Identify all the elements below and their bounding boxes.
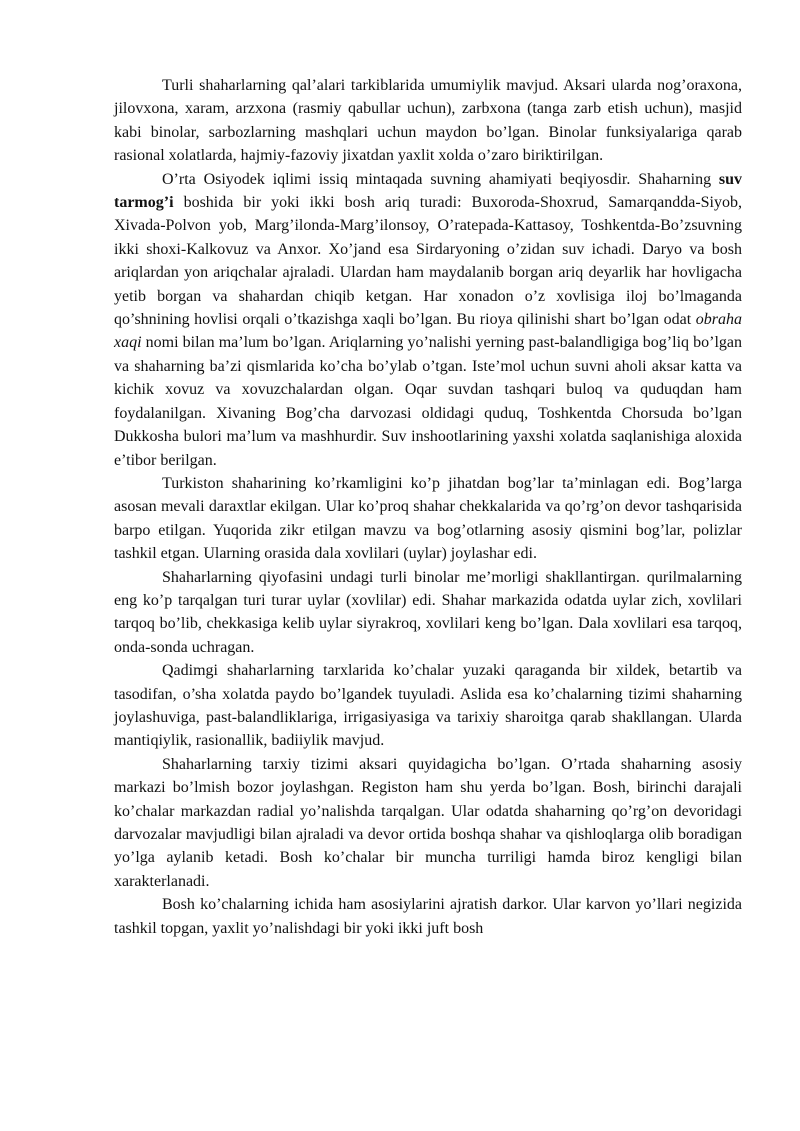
paragraph-boglar <box>114 472 742 566</box>
text-run: Turli shaharlarning qal’alari tarkiblarida umumiylik mavjud. Aksari ularda nog’oraxona, jilovxona, xaram, arzxona (rasmiy qabullar uchun), zarbxona (tanga zarb etish uchun), masjid kabi binolar, sarbozlarning mashqlari uchun maydon bo’lgan. Binolar funksiyalariga qarab rasional xolatlarda, hajmiy-fazoviy jixatdan yaxlit xolda o’zaro biriktirilgan. <box>114 77 742 165</box>
paragraph-qiyofa <box>114 566 742 660</box>
text-run: Turkiston shaharining ko’rkamligini ko’p jihatdan bog’lar ta’minlagan edi. Bog’larga asosan mevali daraxtlar ekilgan. Ular ko’proq shahar chekkalarida va qo’rg’on devor tashqarisida barpo etilgan. Yuqorida zikr etilgan mavzu va bog’otlarning asosiy qismini bog’lar, polizlar tashkil etgan. Ularning orasida dala xovlilari (uylar) joylashar edi. <box>114 474 742 563</box>
paragraph-qalalar <box>114 74 742 168</box>
paragraph-bosh-kochalar <box>114 893 742 940</box>
paragraph-tarxlar <box>114 659 742 753</box>
italic-term: obraha xaqi <box>114 311 742 352</box>
text-run: nomi bilan ma’lum bo’lgan. Ariqlarning yo’nalishi yerning past-balandligiga bog’liq bo’lgan va shaharning ba’zi qismlarida ko’cha bo’ylab o’tgan. Iste’mol uchun suvni aholi aksar katta va kichik xovuz va xovuzchalardan olgan. Oqar suvdan tashqari buloq va quduqdan ham foydalanilgan. Xivaning Bog’cha darvozasi oldidagi quduq, Toshkentda Chorsuda bo’lgan Dukkosha bulori ma’lum va mashhurdir. Suv inshootlarining yaxshi xolatda saqlanishiga aloxida e’tibor berilgan. <box>114 334 742 469</box>
paragraph-tarxiy-tizim <box>114 753 742 893</box>
text-run: Shaharlarning tarxiy tizimi aksari quyidagicha bo’lgan. O’rtada shaharning asosiy markazi bo’lmish bozor joylashgan. Registon ham shu yerda bo’lgan. Bosh, birinchi darajali ko’chalar markazdan radial yo’nalishda tarqalgan. Ular odatda shaharning qo’rg’on devoridagi darvozalar mavjudligi bilan ajraladi va devor ortida boshqa shahar va qishloqlarga olib boradigan yo’lga aylanib ketadi. Bosh ko’chalar bir muncha turriligi hamda biroz kengligi bilan xarakterlanadi. <box>114 755 742 890</box>
text-run: Bosh ko’chalarning ichida ham asosiylarini ajratish darkor. Ular karvon yo’llari negizida tashkil topgan, yaxlit yo’nalishdagi bir yoki ikki juft bosh <box>114 896 742 937</box>
text-run: boshida bir yoki ikki bosh ariq turadi: Buxoroda-Shoxrud, Samarqandda-Siyob, Xivada-Polvon yob, Marg’ilonda-Marg’ilonsoy, O’ratepada-Kattasoy, Toshkentda-Bo’zsuvning ikki shoxi-Kalkovuz va Anxor. Xo’jand esa Sirdaryoning o’zidan suv ichadi. Daryo va bosh ariqlardan yon ariqchalar ajraladi. Ulardan ham maydalanib borgan ariq deyarlik har hovligacha yetib borgan va shahardan chiqib ketgan. Har xonadon o’z xovlisiga iloj bo’lmaganda qo’shnining hovlisi orqali o’tkazishga xaqli bo’lgan. Bu rioya qilinishi shart bo’lgan odat <box>114 194 742 329</box>
text-run: Qadimgi shaharlarning tarxlarida ko’chalar yuzaki qaraganda bir xildek, betartib va tasodifan, o’sha xolatda paydo bo’lgandek tuyuladi. Aslida esa ko’chalarning tizimi shaharning joylashuviga, past-balandliklariga, irrigasiyasiga va tarixiy sharoitga qarab shakllangan. Ularda mantiqiylik, rasionallik, badiiylik mavjud. <box>114 662 742 750</box>
paragraph-suv-tarmogi <box>114 168 742 472</box>
bold-term: suv tarmog’i <box>114 170 742 212</box>
text-run: O’rta Osiyodek iqlimi issiq mintaqada suvning ahamiyati beqiyosdir. Shaharning <box>162 170 719 188</box>
text-run: Shaharlarning qiyofasini undagi turli binolar me’morligi shakllantirgan. qurilmalarning eng ko’p tarqalgan turi turar uylar (xovlilar) edi. Shahar markazida odatda uylar zich, xovlilari tarqoq bo’lib, chekkasiga kelib uylar siyrakroq, xovlilari keng bo’lgan. Dala xovlilari esa tarqoq, onda-sonda uchragan. <box>114 568 742 656</box>
document-page <box>114 74 742 940</box>
